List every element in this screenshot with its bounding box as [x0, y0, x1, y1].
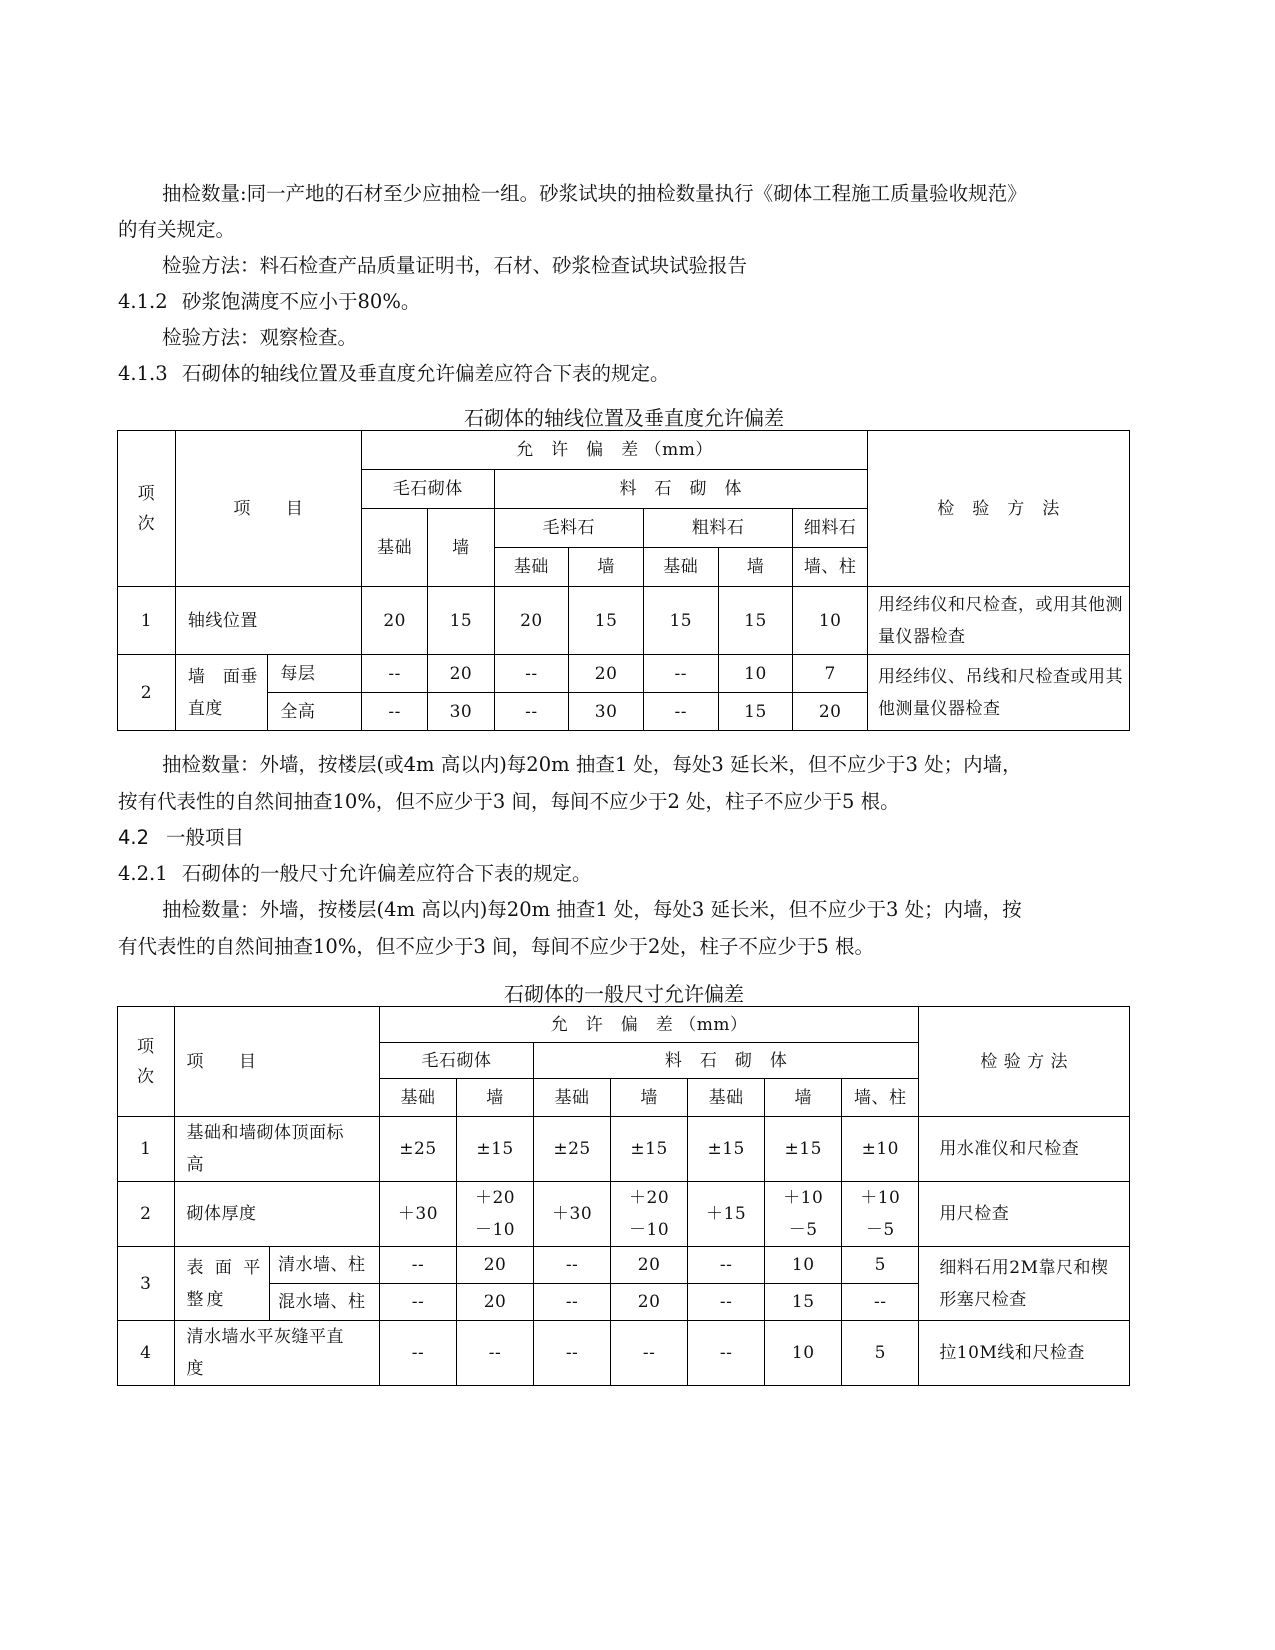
paragraph-sampling-2-cont: 按有代表性的自然间抽查10%，但不应少于3 间，每间不应少于2 处，柱子不应少于5 根。	[118, 790, 900, 813]
cell-value: 30	[569, 693, 644, 731]
row-item: 表 面 平整度	[174, 1247, 270, 1321]
header-qiang: 墙	[611, 1079, 688, 1117]
table-row	[118, 1321, 1130, 1386]
header-qiang: 墙	[428, 509, 494, 587]
cell-value: 15	[718, 587, 793, 655]
table-row	[118, 1117, 1130, 1182]
header-qiang: 墙	[718, 548, 793, 587]
cell-value: --	[379, 1284, 456, 1321]
row-number: 1	[118, 587, 176, 655]
section-text: 石砌体的轴线位置及垂直度允许偏差应符合下表的规定。	[182, 362, 670, 385]
row-method: 拉10M线和尺检查	[919, 1321, 1130, 1386]
cell-value: --	[494, 693, 569, 731]
section-text: 石砌体的一般尺寸允许偏差应符合下表的规定。	[182, 862, 592, 885]
cell-value: 15	[643, 587, 718, 655]
cell-value: 5	[842, 1321, 919, 1386]
paragraph-method-1: 检验方法：料石检查产品质量证明书，石材、砂浆检查试块试验报告	[162, 254, 748, 277]
cell-value: 10	[765, 1321, 842, 1386]
cell-value: 7	[793, 655, 868, 693]
cell-value: --	[688, 1321, 765, 1386]
row-method: 用水准仪和尺检查	[919, 1117, 1130, 1182]
cell-value: 20	[494, 587, 569, 655]
table-row	[118, 1007, 1130, 1043]
paragraph-method-2: 检验方法：观察检查。	[162, 326, 358, 349]
section-4-1-3	[118, 355, 1118, 392]
cell-value: ±15	[457, 1117, 534, 1182]
cell-value: 5	[842, 1247, 919, 1284]
cell-value: 15	[765, 1284, 842, 1321]
header-deviation: 允 许 偏 差 （mm）	[362, 431, 868, 470]
cell-value: ＋20 －10	[611, 1182, 688, 1247]
header-maoliaoshi: 毛料石	[494, 509, 643, 548]
cell-value: ＋10 －5	[765, 1182, 842, 1247]
cell-value: ＋20 －10	[457, 1182, 534, 1247]
cell-value: --	[494, 655, 569, 693]
cell-value: ±25	[534, 1117, 611, 1182]
cell-value: ±15	[688, 1117, 765, 1182]
row-number: 2	[118, 1182, 175, 1247]
header-method: 检 验 方 法	[919, 1007, 1130, 1117]
header-liaoshi: 料 石 砌 体	[534, 1043, 919, 1079]
header-deviation: 允 许 偏 差 （mm）	[379, 1007, 918, 1043]
header-xiangci: 项次	[118, 431, 176, 587]
table-row	[118, 1182, 1130, 1247]
row-number: 3	[118, 1247, 175, 1321]
cell-value: 20	[428, 655, 494, 693]
cell-value: --	[362, 655, 428, 693]
row-number: 4	[118, 1321, 175, 1386]
paragraph-sampling-3-cont: 有代表性的自然间抽查10%，但不应少于3 间，每间不应少于2处，柱子不应少于5 根。	[118, 935, 874, 958]
row-item: 砌体厚度	[174, 1182, 379, 1247]
header-xiliaoshi: 细料石	[793, 509, 868, 548]
row-item: 清水墙水平灰缝平直度	[174, 1321, 379, 1386]
cell-value: ±25	[379, 1117, 456, 1182]
row-item: 基础和墙砌体顶面标高	[174, 1117, 379, 1182]
header-qiang: 墙	[457, 1079, 534, 1117]
header-qiangzhu: 墙、柱	[842, 1079, 919, 1117]
header-xiangmu: 项 目	[174, 1007, 379, 1117]
table-general-dimensions	[117, 1006, 1130, 1386]
cell-value: ＋30	[379, 1182, 456, 1247]
cell-value: ±15	[765, 1117, 842, 1182]
cell-value: --	[688, 1284, 765, 1321]
table1-caption: 石砌体的轴线位置及垂直度允许偏差	[464, 406, 784, 430]
cell-value: --	[379, 1247, 456, 1284]
cell-value: --	[611, 1321, 688, 1386]
paragraph-sampling-1-cont: 的有关规定。	[118, 218, 236, 241]
table-row	[118, 587, 1130, 655]
table-row	[118, 431, 1130, 470]
section-number: 4.2.1	[118, 862, 168, 885]
header-qiang: 墙	[765, 1079, 842, 1117]
row-method: 用经纬仪和尺检查，或用其他测量仪器检查	[868, 587, 1130, 655]
section-title: 一般项目	[166, 826, 245, 849]
cell-value: --	[362, 693, 428, 731]
cell-value: --	[534, 1247, 611, 1284]
row-number: 2	[118, 655, 176, 731]
header-jichu: 基础	[643, 548, 718, 587]
section-number: 4.2	[118, 826, 150, 849]
row-method: 用尺检查	[919, 1182, 1130, 1247]
cell-value: 15	[718, 693, 793, 731]
table2-caption: 石砌体的一般尺寸允许偏差	[504, 982, 744, 1006]
paragraph-sampling-1: 抽检数量:同一产地的石材至少应抽检一组。砂浆试块的抽检数量执行《砌体工程施工质量验收规范》	[162, 182, 1027, 205]
cell-value: --	[379, 1321, 456, 1386]
cell-value: ±10	[842, 1117, 919, 1182]
cell-value: 15	[428, 587, 494, 655]
paragraph-sampling-2: 抽检数量：外墙，按楼层(或4m 高以内)每20m 抽查1 处，每处3 延长米，但不应少于3 处；内墙，	[162, 753, 1022, 776]
row-method: 细料石用2M靠尺和楔形塞尺检查	[919, 1247, 1130, 1321]
cell-value: 30	[428, 693, 494, 731]
table-row	[118, 655, 1130, 693]
cell-value: 20	[457, 1284, 534, 1321]
header-jichu: 基础	[688, 1079, 765, 1117]
row-method: 用经纬仪、吊线和尺检查或用其他测量仪器检查	[868, 655, 1130, 731]
row-item: 轴线位置	[175, 587, 361, 655]
header-qiang: 墙	[569, 548, 644, 587]
header-jichu: 基础	[379, 1079, 456, 1117]
cell-value: --	[643, 655, 718, 693]
cell-value: --	[643, 693, 718, 731]
header-liaoshi: 料 石 砌 体	[494, 470, 867, 509]
cell-value: 20	[793, 693, 868, 731]
header-jichu: 基础	[494, 548, 569, 587]
cell-value: 10	[793, 587, 868, 655]
cell-value: ＋10 －5	[842, 1182, 919, 1247]
header-xiangci: 项次	[118, 1007, 175, 1117]
header-qiangzhu: 墙、柱	[793, 548, 868, 587]
header-jichu: 基础	[534, 1079, 611, 1117]
header-method: 检 验 方 法	[868, 431, 1130, 587]
header-maoshi: 毛石砌体	[362, 470, 495, 509]
section-4-2	[118, 819, 1118, 856]
cell-value: 20	[362, 587, 428, 655]
section-4-2-1	[118, 855, 1118, 892]
cell-value: ±15	[611, 1117, 688, 1182]
cell-value: --	[534, 1321, 611, 1386]
cell-value: 10	[765, 1247, 842, 1284]
row-subitem: 清水墙、柱	[270, 1247, 380, 1284]
cell-value: --	[534, 1284, 611, 1321]
section-number: 4.1.3	[118, 362, 168, 385]
row-subitem: 每层	[268, 655, 362, 693]
cell-value: --	[842, 1284, 919, 1321]
table-axis-verticality	[117, 430, 1130, 731]
header-maoshi: 毛石砌体	[379, 1043, 533, 1079]
header-culiaoshi: 粗料石	[643, 509, 792, 548]
cell-value: ＋15	[688, 1182, 765, 1247]
row-subitem: 混水墙、柱	[270, 1284, 380, 1321]
row-item: 墙 面垂直度	[175, 655, 268, 731]
row-subitem: 全高	[268, 693, 362, 731]
cell-value: ＋30	[534, 1182, 611, 1247]
cell-value: 20	[611, 1247, 688, 1284]
header-jichu: 基础	[362, 509, 428, 587]
row-number: 1	[118, 1117, 175, 1182]
section-number: 4.1.2	[118, 290, 168, 313]
header-xiangmu: 项 目	[175, 431, 361, 587]
section-text: 砂浆饱满度不应小于80%。	[182, 290, 421, 313]
cell-value: 20	[569, 655, 644, 693]
cell-value: 20	[457, 1247, 534, 1284]
cell-value: 10	[718, 655, 793, 693]
table-row	[118, 1247, 1130, 1284]
paragraph-sampling-3: 抽检数量：外墙，按楼层(4m 高以内)每20m 抽查1 处，每处3 延长米，但不应少于3 处；内墙，按	[162, 898, 1022, 921]
section-4-1-2	[118, 283, 1118, 320]
cell-value: 20	[611, 1284, 688, 1321]
cell-value: 15	[569, 587, 644, 655]
cell-value: --	[688, 1247, 765, 1284]
cell-value: --	[457, 1321, 534, 1386]
